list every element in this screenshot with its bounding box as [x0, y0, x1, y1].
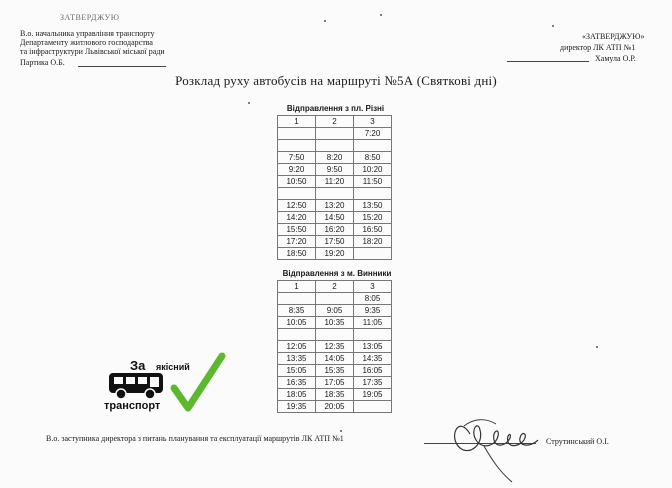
time-cell [316, 293, 354, 305]
time-cell [354, 188, 392, 200]
column-header: 1 [278, 281, 316, 293]
time-cell: 11:50 [354, 176, 392, 188]
time-cell [316, 329, 354, 341]
signature-line-left [78, 66, 166, 67]
time-cell: 12:50 [278, 200, 316, 212]
time-cell: 18:35 [316, 389, 354, 401]
table-row [278, 140, 392, 152]
time-cell: 16:35 [278, 377, 316, 389]
footer-position: В.о. заступника директора з питань планування та експлуатації маршрутів ЛК АТП №1 [46, 434, 344, 443]
time-cell: 15:50 [278, 224, 316, 236]
transport-logo [104, 352, 232, 416]
time-cell: 11:05 [354, 317, 392, 329]
column-header: 2 [316, 116, 354, 128]
time-cell: 13:50 [354, 200, 392, 212]
time-cell: 13:35 [278, 353, 316, 365]
time-cell: 8:20 [316, 152, 354, 164]
time-cell: 10:20 [354, 164, 392, 176]
time-cell: 9:05 [316, 305, 354, 317]
approval-stamp-left [60, 13, 119, 22]
time-cell: 18:05 [278, 389, 316, 401]
checkmark-icon [170, 352, 226, 414]
time-cell: 9:20 [278, 164, 316, 176]
header-right-line1: «ЗАТВЕРДЖУЮ» [582, 32, 645, 41]
table-row [278, 152, 392, 164]
handwritten-signature [440, 400, 544, 484]
time-cell: 16:20 [316, 224, 354, 236]
schedule-table-vynnyky [277, 280, 392, 413]
column-header: 2 [316, 281, 354, 293]
table-row [278, 389, 392, 401]
time-cell: 8:50 [354, 152, 392, 164]
header-right-line3: Хамула О.Р. [595, 54, 636, 63]
logo-text-za: За [130, 358, 146, 373]
time-cell: 11:20 [316, 176, 354, 188]
time-cell: 13:05 [354, 341, 392, 353]
scan-speck [596, 346, 598, 348]
table-row [278, 128, 392, 140]
header-left-line4: Партика О.Б. [20, 58, 65, 67]
header-left-line1: В.о. начальника управління транспорту [20, 29, 155, 38]
header-left-line2: Департаменту житлового господарства [20, 38, 153, 47]
time-cell [278, 140, 316, 152]
time-cell: 7:20 [354, 128, 392, 140]
header-left-line3: та інфраструктури Львівської міської ради [20, 47, 165, 56]
signature-line-right [507, 61, 589, 62]
time-cell [316, 128, 354, 140]
time-cell: 7:50 [278, 152, 316, 164]
table-row [278, 293, 392, 305]
page-title: Розклад руху автобусів на маршруті №5А (Святкові дні) [175, 73, 497, 88]
time-cell [354, 329, 392, 341]
bus-icon [108, 372, 164, 400]
time-cell: 17:05 [316, 377, 354, 389]
time-cell: 10:35 [316, 317, 354, 329]
time-cell: 15:20 [354, 212, 392, 224]
table-row [278, 353, 392, 365]
table-header-row [278, 281, 392, 293]
table-row [278, 164, 392, 176]
table-row [278, 317, 392, 329]
time-cell: 15:35 [316, 365, 354, 377]
table-row [278, 401, 392, 413]
time-cell: 9:50 [316, 164, 354, 176]
table-row [278, 377, 392, 389]
time-cell: 13:20 [316, 200, 354, 212]
time-cell: 19:35 [278, 401, 316, 413]
table-row [278, 200, 392, 212]
time-cell: 19:05 [354, 389, 392, 401]
time-cell [278, 128, 316, 140]
table-row [278, 329, 392, 341]
time-cell: 8:05 [354, 293, 392, 305]
time-cell: 14:50 [316, 212, 354, 224]
column-header: 3 [354, 116, 392, 128]
time-cell: 16:05 [354, 365, 392, 377]
scan-speck [324, 20, 326, 22]
table1-caption: Відправлення з пл. Різні [286, 104, 385, 113]
column-header: 3 [354, 281, 392, 293]
table-header-row [278, 116, 392, 128]
scan-speck [248, 102, 250, 104]
table-row [278, 248, 392, 260]
time-cell: 17:20 [278, 236, 316, 248]
time-cell: 14:05 [316, 353, 354, 365]
time-cell: 18:20 [354, 236, 392, 248]
table2-caption: Відправлення з м. Винники [282, 269, 392, 278]
time-cell: 10:50 [278, 176, 316, 188]
logo-text-transport: транспорт [104, 400, 161, 412]
time-cell: 18:50 [278, 248, 316, 260]
time-cell: 12:05 [278, 341, 316, 353]
table-row [278, 365, 392, 377]
time-cell: 14:35 [354, 353, 392, 365]
time-cell [354, 401, 392, 413]
footer-name: Струтинський О.І. [546, 437, 609, 446]
schedule-table-riznі [277, 115, 392, 260]
table-row [278, 212, 392, 224]
time-cell [278, 293, 316, 305]
table-row [278, 188, 392, 200]
header-right-line2: директор ЛК АТП №1 [560, 43, 636, 52]
time-cell: 17:35 [354, 377, 392, 389]
time-cell [354, 140, 392, 152]
time-cell: 14:20 [278, 212, 316, 224]
time-cell [316, 140, 354, 152]
time-cell: 15:05 [278, 365, 316, 377]
table-row [278, 236, 392, 248]
time-cell: 17:50 [316, 236, 354, 248]
time-cell: 8:35 [278, 305, 316, 317]
time-cell: 10:05 [278, 317, 316, 329]
approve-label-left: ЗАТВЕРДЖУЮ [60, 13, 120, 22]
time-cell: 19:20 [316, 248, 354, 260]
scan-speck [340, 430, 342, 432]
scan-speck [380, 14, 382, 16]
time-cell [316, 188, 354, 200]
time-cell: 20:05 [316, 401, 354, 413]
table-row [278, 305, 392, 317]
time-cell [354, 248, 392, 260]
table-row [278, 176, 392, 188]
table-row [278, 341, 392, 353]
column-header: 1 [278, 116, 316, 128]
table-row [278, 224, 392, 236]
logo-text-yakisnyi: якісний [156, 362, 190, 372]
time-cell: 12:35 [316, 341, 354, 353]
time-cell: 16:50 [354, 224, 392, 236]
time-cell [278, 188, 316, 200]
scan-speck [552, 25, 554, 27]
time-cell: 9:35 [354, 305, 392, 317]
time-cell [278, 329, 316, 341]
